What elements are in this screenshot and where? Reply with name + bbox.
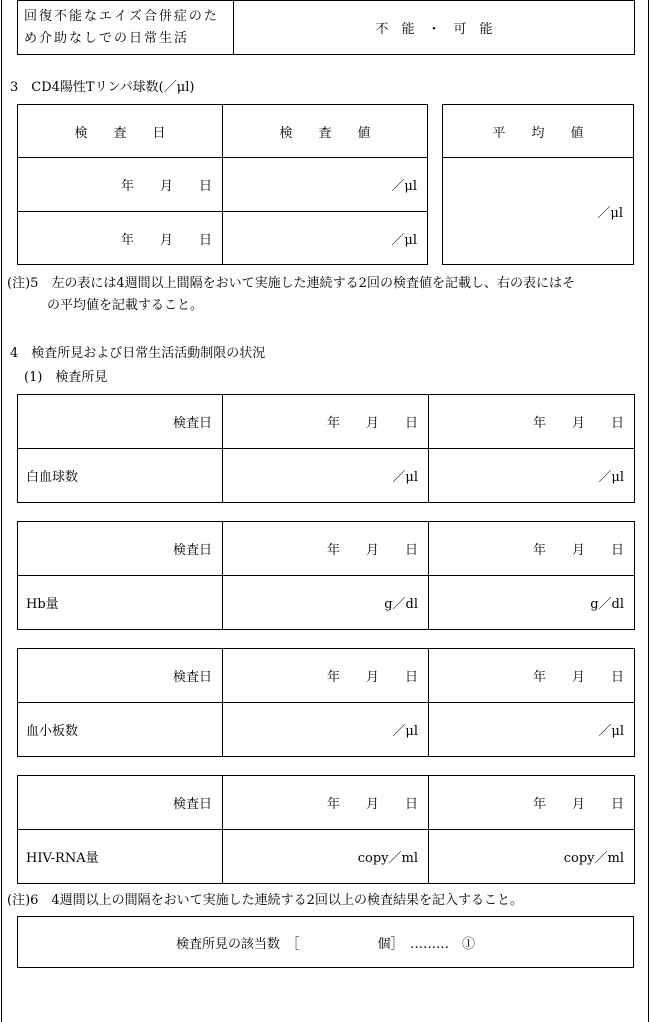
lab-date-label: 検査日	[18, 776, 223, 830]
cd4-average-table	[442, 104, 634, 265]
lab-value-1[interactable]: copy／ml	[223, 830, 429, 884]
lab-value-2[interactable]: copy／ml	[429, 830, 635, 884]
lab-value-1[interactable]: g／dl	[223, 576, 429, 630]
lab-date-label: 検査日	[18, 395, 223, 449]
cd4-row2-value[interactable]: ／μl	[223, 212, 428, 265]
lab-date-1[interactable]: 年 月 日	[223, 522, 429, 576]
note6: (注)6 4週間以上の間隔をおいて実施した連続する2回以上の検査結果を記入すること。	[7, 893, 523, 908]
lab-value-2[interactable]: g／dl	[429, 576, 635, 630]
note5-line2: の平均値を記載すること。	[47, 298, 204, 313]
cd4-row1-value[interactable]: ／μl	[223, 158, 428, 212]
lab-date-2[interactable]: 年 月 日	[429, 649, 635, 703]
frame-left-border	[1, 0, 2, 1022]
lab-value-1[interactable]: ／μl	[223, 449, 429, 503]
lab-date-label: 検査日	[18, 649, 223, 703]
lab-date-1[interactable]: 年 月 日	[223, 395, 429, 449]
daily-life-value[interactable]	[234, 1, 635, 55]
cd4-col-value: 検 査 値	[223, 105, 428, 158]
cd4-row2-date[interactable]: 年 月 日	[18, 212, 223, 265]
summary-count[interactable]: 検査所見の該当数 ［ 個］ ……… ①	[18, 917, 634, 968]
cd4-avg-value[interactable]: ／μl	[443, 158, 634, 265]
lab-date-1[interactable]: 年 月 日	[223, 649, 429, 703]
lab-value-2[interactable]: ／μl	[429, 449, 635, 503]
lab-date-2[interactable]: 年 月 日	[429, 395, 635, 449]
lab-item-label: 白血球数	[18, 449, 223, 503]
lab-table-hb	[17, 521, 635, 630]
section3-heading: 3 CD4陽性Tリンパ球数(／μl)	[10, 80, 195, 95]
cd4-col-avg: 平 均 値	[443, 105, 634, 158]
frame-right-border	[648, 0, 649, 1022]
note5-line1: (注)5 左の表には4週間以上間隔をおいて実施した連続する2回の検査値を記載し、右の表にはそ	[7, 276, 575, 291]
cd4-col-date: 検 査 日	[18, 105, 223, 158]
lab-item-label: 血小板数	[18, 703, 223, 757]
lab-date-label: 検査日	[18, 522, 223, 576]
lab-table-platelet	[17, 648, 635, 757]
summary-table	[17, 916, 634, 968]
lab-table-hiv-rna	[17, 775, 635, 884]
lab-date-2[interactable]: 年 月 日	[429, 776, 635, 830]
section4-subheading: (1) 検査所見	[24, 370, 108, 385]
cd4-row1-date[interactable]: 年 月 日	[18, 158, 223, 212]
section4-heading: 4 検査所見および日常生活活動制限の状況	[10, 346, 266, 361]
cd4-table	[17, 104, 428, 265]
lab-value-1[interactable]: ／μl	[223, 703, 429, 757]
lab-date-2[interactable]: 年 月 日	[429, 522, 635, 576]
lab-table-wbc	[17, 394, 635, 503]
daily-life-table	[17, 0, 635, 55]
daily-life-value-text: 不 能 ・ 可 能	[375, 22, 493, 37]
lab-value-2[interactable]: ／μl	[429, 703, 635, 757]
daily-life-label	[18, 1, 234, 55]
lab-date-1[interactable]: 年 月 日	[223, 776, 429, 830]
lab-item-label: Hb量	[18, 576, 223, 630]
daily-life-label-text: 回復不能なエイズ合併症のため介助なしでの日常生活	[24, 8, 219, 46]
lab-item-label: HIV-RNA量	[18, 830, 223, 884]
